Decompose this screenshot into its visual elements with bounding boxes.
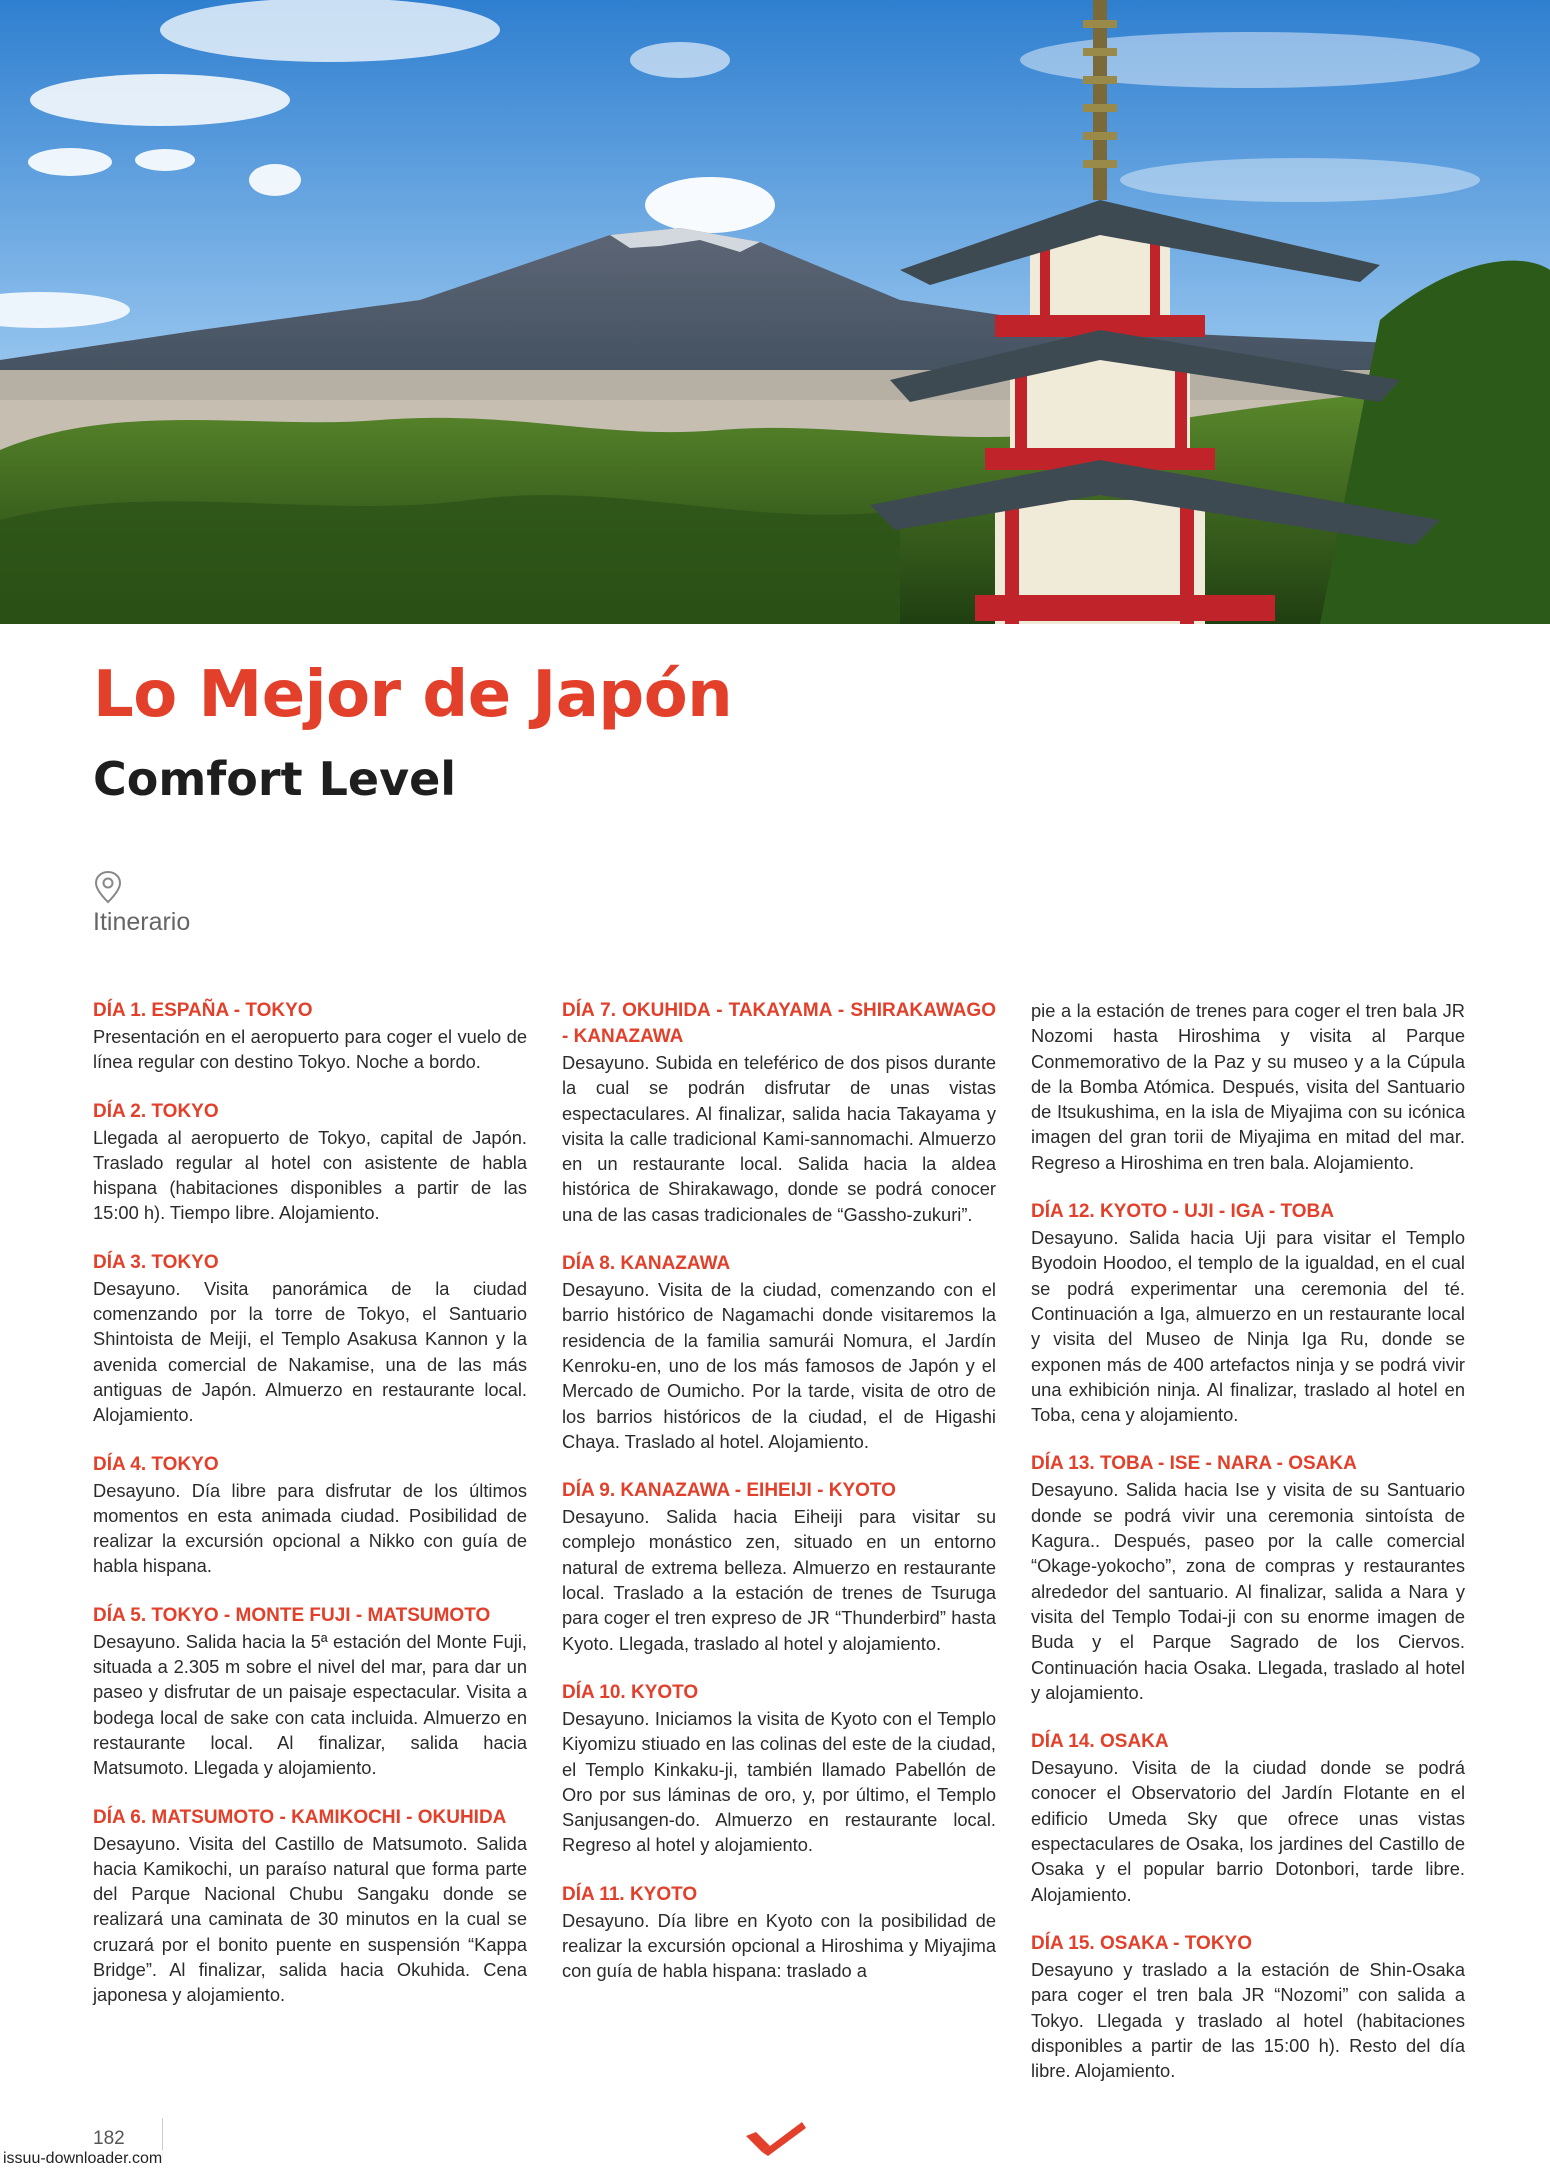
day-description: Desayuno. Salida hacia Uji para visitar el Templo Byodoin Hoodoo, el templo de la igualdad, en el cual se podrá experimentar una ceremonia del té. Continuación a Iga, almuerzo en un restaurante local y visita del Museo de Ninja Iga Ru, donde se exponen más de 400 artefactos ninja y se podrá vivir una exhibición ninja. Al finalizar, traslado al hotel en Toba, cena y alojamiento. <box>1031 1227 1465 1426</box>
day-description: Desayuno. Visita panorámica de la ciudad comenzando por la torre de Tokyo, el Santuario Shintoista de Meiji, el Templo Asakusa Kannon y la avenida comercial de Nakamise, una de las más antiguas de Japón. Almuerzo en restaurante local. Alojamiento. <box>93 1277 527 1426</box>
itinerary-day <box>1031 1451 1465 1705</box>
hero-photo-mount-fuji-pagoda <box>0 0 1550 624</box>
itinerary-day <box>93 1099 527 1226</box>
itinerary-day <box>93 1603 527 1781</box>
itinerary-column-1 <box>93 998 527 2032</box>
day-description-continued: pie a la estación de trenes para coger el tren bala JR Nozomi hasta Hiroshima y visita al Parque Conmemorativo de la Paz y su museo y a la Cúpula de la Bomba Atómica. Después, visita del Santuario de Itsukushima, en la isla de Miyajima con su icónica imagen del gran torii de Miyajima en mitad del mar. Regreso a Hiroshima en tren bala. Alojamiento. <box>1031 1000 1465 1173</box>
itinerary-day <box>1031 1931 1465 2083</box>
day-description: Desayuno. Visita de la ciudad, comenzando con el barrio histórico de Nagamachi donde visitaremos la residencia de la familia samurái Nomura, el Jardín Kenroku-en, uno de los más famosos de Japón y el Mercado de Oumicho. Por la tarde, visita de otro de los barrios históricos de la ciudad, el de Higashi Chaya. Traslado al hotel. Alojamiento. <box>562 1279 996 1452</box>
itinerary-day <box>562 1478 996 1656</box>
itinerary-column-2 <box>562 998 996 2008</box>
page-subtitle: Comfort Level <box>93 752 457 806</box>
day-title: DÍA 8. KANAZAWA <box>562 1253 731 1275</box>
location-pin-icon <box>93 870 123 904</box>
day-title: DÍA 15. OSAKA - TOKYO <box>1031 1932 1252 1954</box>
day-title: DÍA 7. OKUHIDA - TAKAYAMA - SHIRAKAWAGO - KANAZAWA <box>562 1000 996 1047</box>
day-title: DÍA 1. ESPAÑA - TOKYO <box>93 1000 313 1021</box>
day-description: Presentación en el aeropuerto para coger el vuelo de línea regular con destino Tokyo. Noche a bordo. <box>93 1026 527 1073</box>
day-title: DÍA 9. KANAZAWA - EIHEIJI - KYOTO <box>562 1480 896 1502</box>
day-description: Llegada al aeropuerto de Tokyo, capital de Japón. Traslado regular al hotel con asistente de habla hispana (habitaciones disponibles a partir de las 15:00 h). Tiempo libre. Alojamiento. <box>93 1126 527 1224</box>
itinerary-day <box>562 1251 996 1454</box>
day-title: DÍA 12. KYOTO - UJI - IGA - TOBA <box>1031 1201 1334 1223</box>
day-title: DÍA 4. TOKYO <box>93 1453 219 1475</box>
brand-check-logo-icon <box>742 2118 808 2158</box>
itinerary-day <box>93 1805 527 2008</box>
page-title: Lo Mejor de Japón <box>93 658 733 732</box>
itinerary-day <box>1031 1729 1465 1907</box>
itinerary-column-3 <box>1031 998 1465 2107</box>
itinerary-day <box>562 1680 996 1858</box>
day-title: DÍA 11. KYOTO <box>562 1883 698 1905</box>
day-title: DÍA 10. KYOTO <box>562 1681 699 1703</box>
itinerary-day <box>562 1882 996 1984</box>
day-description: Desayuno. Día libre en Kyoto con la posibilidad de realizar la excursión opcional a Hiroshima y Miyajima con guía de habla hispana: traslado a <box>562 1909 996 1982</box>
itinerary-day <box>1031 1199 1465 1427</box>
itinerary-day <box>562 998 996 1227</box>
day-title: DÍA 5. TOKYO - MONTE FUJI - MATSUMOTO <box>93 1604 491 1626</box>
day-title: DÍA 6. MATSUMOTO - KAMIKOCHI - OKUHIDA <box>93 1806 507 1828</box>
itinerary-label: Itinerario <box>93 908 191 936</box>
day-title: DÍA 14. OSAKA <box>1031 1731 1169 1753</box>
day-title: DÍA 3. TOKYO <box>93 1251 219 1273</box>
day-description: Desayuno. Día libre para disfrutar de los últimos momentos en esta animada ciudad. Posibilidad de realizar la excursión opcional a Nikko con guía de habla hispana. <box>93 1479 527 1577</box>
itinerary-day <box>93 1250 527 1428</box>
day-description: Desayuno. Visita de la ciudad donde se podrá conocer el Observatorio del Jardín Flotante en el edificio Umeda Sky que ofrece unas vistas espectaculares de Osaka, los jardines del Castillo de Osaka y el popular barrio Dotonbori, tarde libre. Alojamiento. <box>1031 1757 1465 1905</box>
day-description: Desayuno. Subida en teleférico de dos pisos durante la cual se podrán disfrutar de unas vistas espectaculares. Al finalizar, salida hacia Takayama y visita la calle tradicional Kami-sannomachi. Almuerzo en un restaurante local. Salida hacia la aldea histórica de Shirakawago, donde se podrá conocer una de las casas tradicionales de “Gassho-zukuri”. <box>562 1052 996 1225</box>
page-number: 182 <box>93 2128 125 2149</box>
day-description: Desayuno. Visita del Castillo de Matsumoto. Salida hacia Kamikochi, un paraíso natural que forma parte del Parque Nacional Chubu Sangaku donde se realizará una caminata de 30 minutos en la cual se cruzará por el bonito puente en suspensión “Kappa Bridge”. Al finalizar, salida hacia Okuhida. Cena japonesa y alojamiento. <box>93 1832 527 2006</box>
day-title: DÍA 13. TOBA - ISE - NARA - OSAKA <box>1031 1453 1357 1475</box>
hero-illustration <box>0 0 1550 624</box>
watermark-text: issuu-downloader.com <box>0 2150 165 2168</box>
itinerary-day <box>93 998 527 1075</box>
day-description: Desayuno. Salida hacia la 5ª estación del Monte Fuji, situada a 2.305 m sobre el nivel del mar, para dar un paseo y disfrutar de un paisaje espectacular. Visita a bodega local de sake con cata incluida. Almuerzo en restaurante local. Al finalizar, salida hacia Matsumoto. Llegada y alojamiento. <box>93 1630 527 1779</box>
day-description: Desayuno. Iniciamos la visita de Kyoto con el Templo Kiyomizu stiuado en las colinas del este de la ciudad, el Templo Kinkaku-ji, también llamado Pabellón de Oro por sus láminas de oro, y, por último, el Templo Sanjusangen-do. Almuerzo en restaurante local. Regreso al hotel y alojamiento. <box>562 1707 996 1856</box>
day-title: DÍA 2. TOKYO <box>93 1100 219 1122</box>
itinerary-day <box>93 1452 527 1579</box>
day-description: Desayuno y traslado a la estación de Shin-Osaka para coger el tren bala JR “Nozomi” con salida a Tokyo. Llegada y traslado al hotel (habitaciones disponibles a partir de las 15:00 h). Resto del día libre. Alojamiento. <box>1031 1958 1465 2082</box>
day-description: Desayuno. Salida hacia Ise y visita de su Santuario donde se podrá vivir una ceremonia sintoísta de Kagura.. Después, paseo por la calle comercial “Okage-yokocho”, zona de compras y restaurantes alrededor del santuario. Al finalizar, salida a Nara y visita del Templo Todai-ji con su enorme imagen de Buda y el Parque Sagrado de los Ciervos. Continuación hacia Osaka. Llegada, traslado al hotel y alojamiento. <box>1031 1479 1465 1703</box>
day-description: Desayuno. Salida hacia Eiheiji para visitar su complejo monástico zen, situado en un entorno natural de extrema belleza. Almuerzo en restaurante local. Traslado a la estación de trenes de Tsuruga para coger el tren expreso de JR “Thunderbird” hasta Kyoto. Llegada, traslado al hotel y alojamiento. <box>562 1506 996 1654</box>
